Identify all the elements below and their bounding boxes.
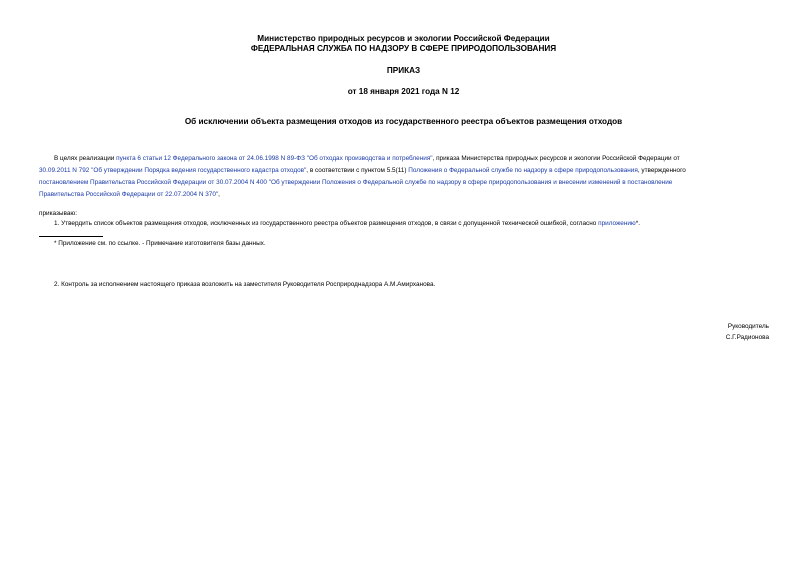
item-text: 1. Утвердить список объектов размещения отходов, исключенных из государственного реестра объектов размещения отходов, в связи с допущенной технической ошибкой, согласно bbox=[54, 220, 599, 227]
preamble-text: , bbox=[218, 191, 220, 198]
orders-label: приказываю: bbox=[39, 210, 77, 217]
preamble-line-4 bbox=[39, 189, 220, 201]
footnote-divider bbox=[39, 236, 103, 237]
order-item-1 bbox=[54, 218, 640, 230]
resolution-370-link[interactable]: Правительства Российской Федерации от 22.07.2004 N 370" bbox=[39, 191, 219, 198]
order-item-2: 2. Контроль за исполнением настоящего приказа возложить на заместителя Руководителя Росприроднадзора А.М.Амирханова. bbox=[54, 281, 436, 288]
preamble-text: , приказа Министерства природных ресурсов и экологии Российской Федерации от bbox=[432, 155, 680, 162]
signature-name: С.Г.Радионова bbox=[725, 334, 769, 341]
ministry-order-link[interactable]: 30.09.2011 N 792 "Об утверждении Порядка ведения государственного кадастра отходов" bbox=[39, 167, 307, 174]
signature-position: Руководитель bbox=[727, 323, 769, 330]
resolution-400-link[interactable]: постановлением Правительства Российской Федерации от 30.07.2004 N 400 "Об утверждении Положения о Федеральной службе по надзору в сфере природопользования и внесении изменений в постановление bbox=[39, 179, 673, 186]
preamble-text: В целях реализации bbox=[54, 155, 117, 162]
footnote: * Приложение см. по ссылке. - Примечание изготовителя базы данных. bbox=[54, 240, 266, 247]
doc-type-heading: ПРИКАЗ bbox=[386, 66, 421, 75]
service-heading: ФЕДЕРАЛЬНАЯ СЛУЖБА ПО НАДЗОРУ В СФЕРЕ ПРИРОДОПОЛЬЗОВАНИЯ bbox=[250, 44, 557, 53]
doc-title: Об исключении объекта размещения отходов из государственного реестра объектов размещения отходов bbox=[184, 117, 623, 126]
doc-date: от 18 января 2021 года N 12 bbox=[347, 87, 460, 96]
regulation-link[interactable]: Положения о Федеральной службе по надзору в сфере природопользования bbox=[408, 167, 638, 174]
preamble-line-2 bbox=[39, 165, 686, 177]
preamble-line-3 bbox=[39, 177, 672, 189]
preamble-line-1 bbox=[54, 153, 680, 165]
item-text: *. bbox=[635, 220, 640, 227]
ministry-heading: Министерство природных ресурсов и экологии Российской Федерации bbox=[257, 34, 550, 43]
appendix-link[interactable]: приложению bbox=[598, 220, 636, 227]
preamble-text: , утвержденного bbox=[637, 167, 686, 174]
preamble-text: , в соответствии с пунктом 5.5(11) bbox=[306, 167, 409, 174]
federal-law-link[interactable]: пункта 6 статьи 12 Федерального закона от 24.06.1998 N 89-ФЗ "Об отходах производства и потребления" bbox=[116, 155, 433, 162]
